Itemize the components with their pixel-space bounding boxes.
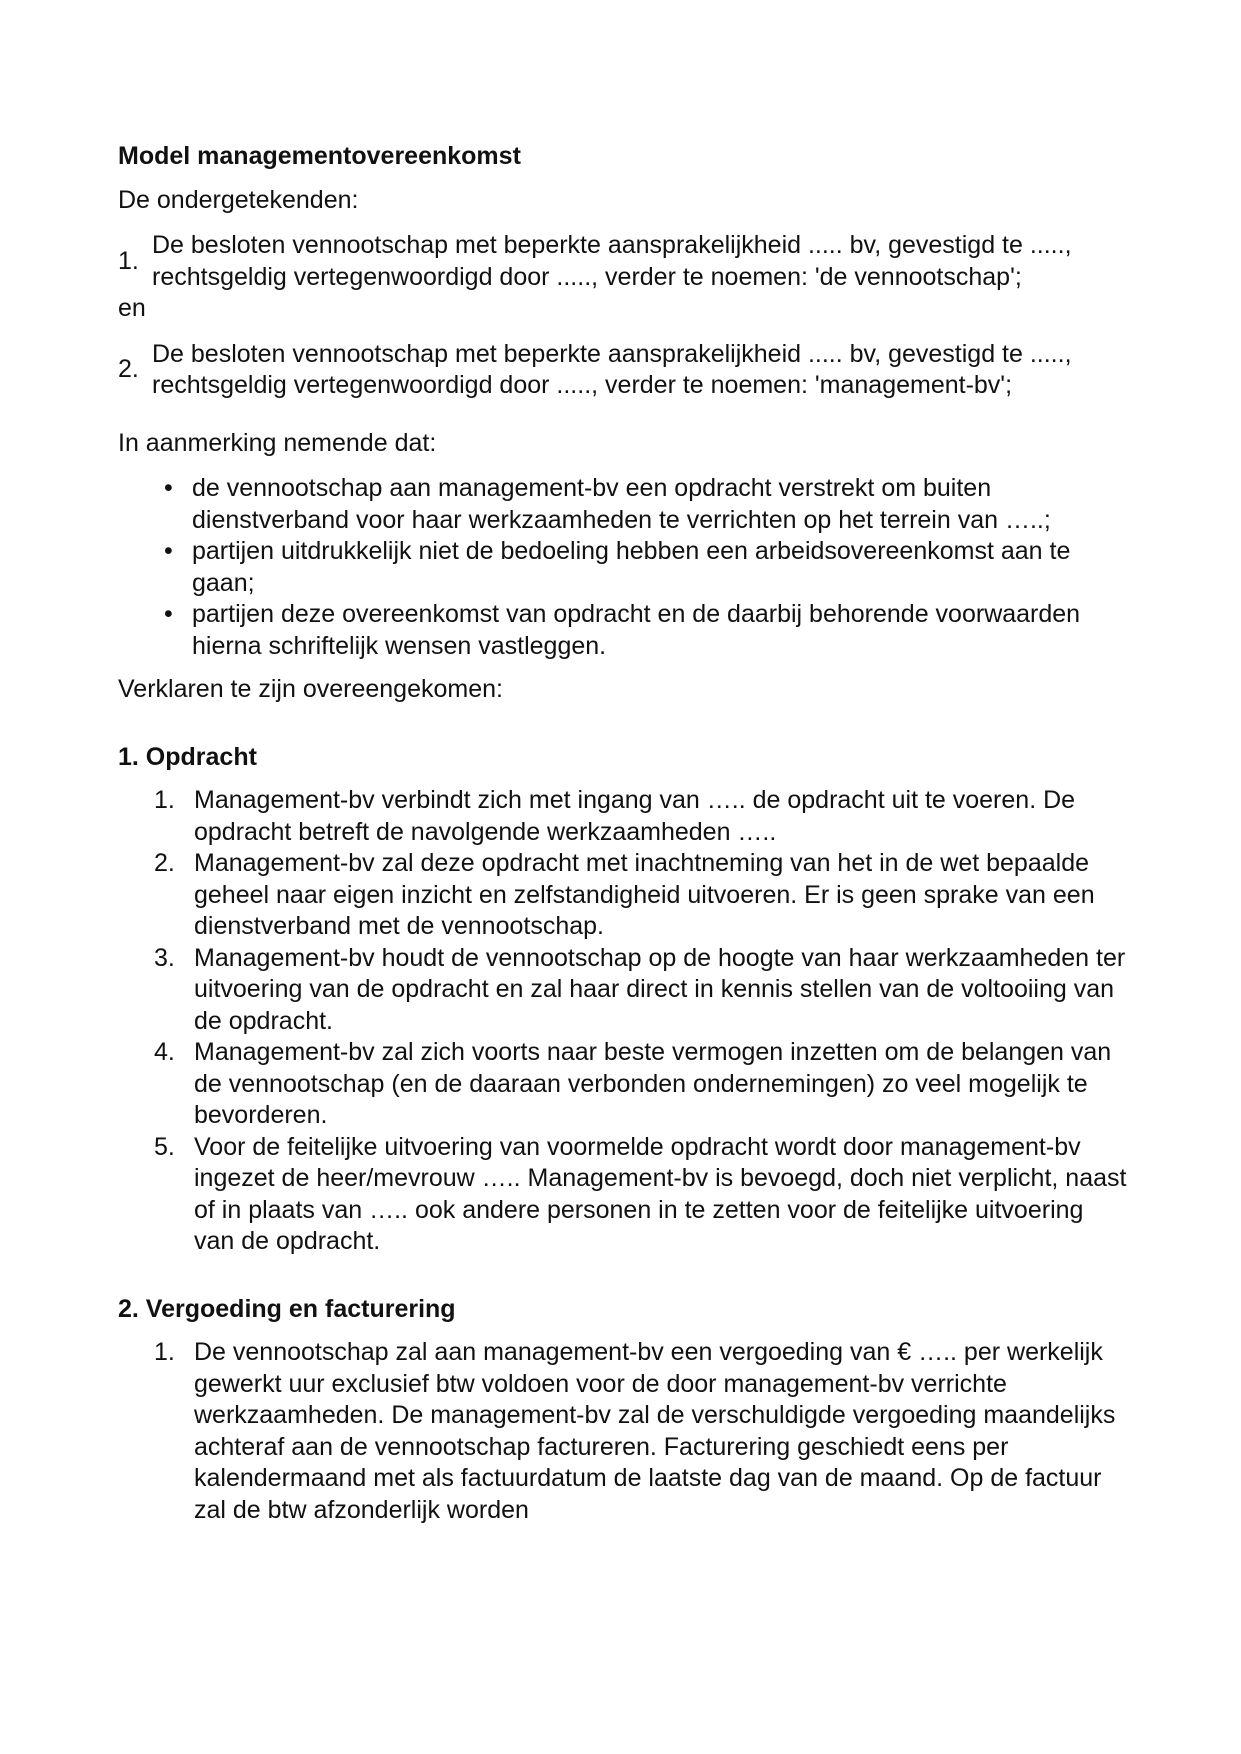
item-number: 1. — [154, 786, 175, 814]
party-number: 2. — [118, 355, 139, 384]
item-number: 3. — [154, 943, 175, 972]
declare-text: Verklaren te zijn overeengekomen: — [118, 675, 503, 703]
section-list — [118, 1337, 1128, 1526]
list-item — [118, 785, 1128, 848]
list-item — [118, 599, 1128, 662]
list-item — [118, 1337, 1128, 1526]
consideration-text: partijen uitdrukkelijk niet de bedoeling hebben een arbeidsovereenkomst aan te gaan; — [192, 537, 1071, 597]
party-text: De besloten vennootschap met beperkte aansprakelijkheid ..... bv, gevestigd te ....., rechtsgeldig vertegenwoordigd door ....., verder te noemen: 'management-bv'; — [152, 339, 1072, 399]
bullet-icon: • — [164, 600, 173, 628]
party-item — [118, 230, 1128, 293]
item-text: De vennootschap zal aan management-bv een vergoeding van € ….. per werkelijk gewerkt uur exclusief btw voldoen voor de door management-bv verrichte werkzaamheden. De management-bv zal de verschuldigde vergoeding maandelijks achteraf aan de vennootschap factureren. Facturering geschiedt eens per kalendermaand met als factuurdatum de laatste dag van de maand. Op de factuur zal de btw afzonderlijk worden — [194, 1338, 1116, 1524]
considering-text: In aanmerking nemende dat: — [118, 428, 437, 457]
bullet-icon: • — [164, 474, 173, 502]
item-number: 1. — [154, 1338, 175, 1366]
section-list — [118, 785, 1128, 1258]
connector-text: en — [118, 294, 146, 322]
bullet-icon: • — [164, 537, 173, 565]
list-item — [118, 473, 1128, 536]
list-item — [118, 943, 1128, 1038]
item-number: 5. — [154, 1132, 175, 1161]
section-title: 2. Vergoeding en facturering — [118, 1294, 456, 1323]
item-number: 4. — [154, 1038, 175, 1066]
party-number: 1. — [118, 246, 139, 275]
item-text: Management-bv verbindt zich met ingang van ….. de opdracht uit te voeren. De opdracht betreft de navolgende werkzaamheden ….. — [194, 786, 1076, 846]
item-text: Management-bv zal zich voorts naar beste vermogen inzetten om de belangen van de vennootschap (en de daaraan verbonden ondernemingen) zo veel mogelijk te bevorderen. — [194, 1038, 1112, 1129]
intro-text: De ondergetekenden: — [118, 185, 359, 214]
document-title: Model managementovereenkomst — [118, 142, 521, 170]
list-item — [118, 1037, 1128, 1132]
section-title: 1. Opdracht — [118, 742, 257, 771]
party-item — [118, 339, 1128, 402]
list-item — [118, 536, 1128, 599]
item-text: Management-bv zal deze opdracht met inachtneming van het in de wet bepaalde geheel naar eigen inzicht en zelfstandigheid uitvoeren. Er is geen sprake van een dienstverband met de vennootschap. — [194, 849, 1095, 940]
item-text: Voor de feitelijke uitvoering van voormelde opdracht wordt door management-bv ingezet de heer/mevrouw ….. Management-bv is bevoegd, doch niet verplicht, naast of in plaats van ….. ook andere personen in te zetten voor de feitelijke uitvoering van de opdracht. — [194, 1132, 1127, 1255]
consideration-text: partijen deze overeenkomst van opdracht en de daarbij behorende voorwaarden hierna schriftelijk wensen vastleggen. — [192, 600, 1081, 660]
item-text: Management-bv houdt de vennootschap op de hoogte van haar werkzaamheden ter uitvoering van de opdracht en zal haar direct in kennis stellen van de voltooiing van de opdracht. — [194, 943, 1126, 1035]
considerations-list — [118, 473, 1128, 662]
item-number: 2. — [154, 849, 175, 877]
list-item — [118, 848, 1128, 943]
consideration-text: de vennootschap aan management-bv een opdracht verstrekt om buiten dienstverband voor haar werkzaamheden te verrichten op het terrein van …..; — [192, 474, 1051, 534]
party-text: De besloten vennootschap met beperkte aansprakelijkheid ..... bv, gevestigd te ....., rechtsgeldig vertegenwoordigd door ....., verder te noemen: 'de vennootschap'; — [152, 231, 1072, 291]
list-item — [118, 1132, 1128, 1258]
document-page — [118, 141, 1128, 1526]
